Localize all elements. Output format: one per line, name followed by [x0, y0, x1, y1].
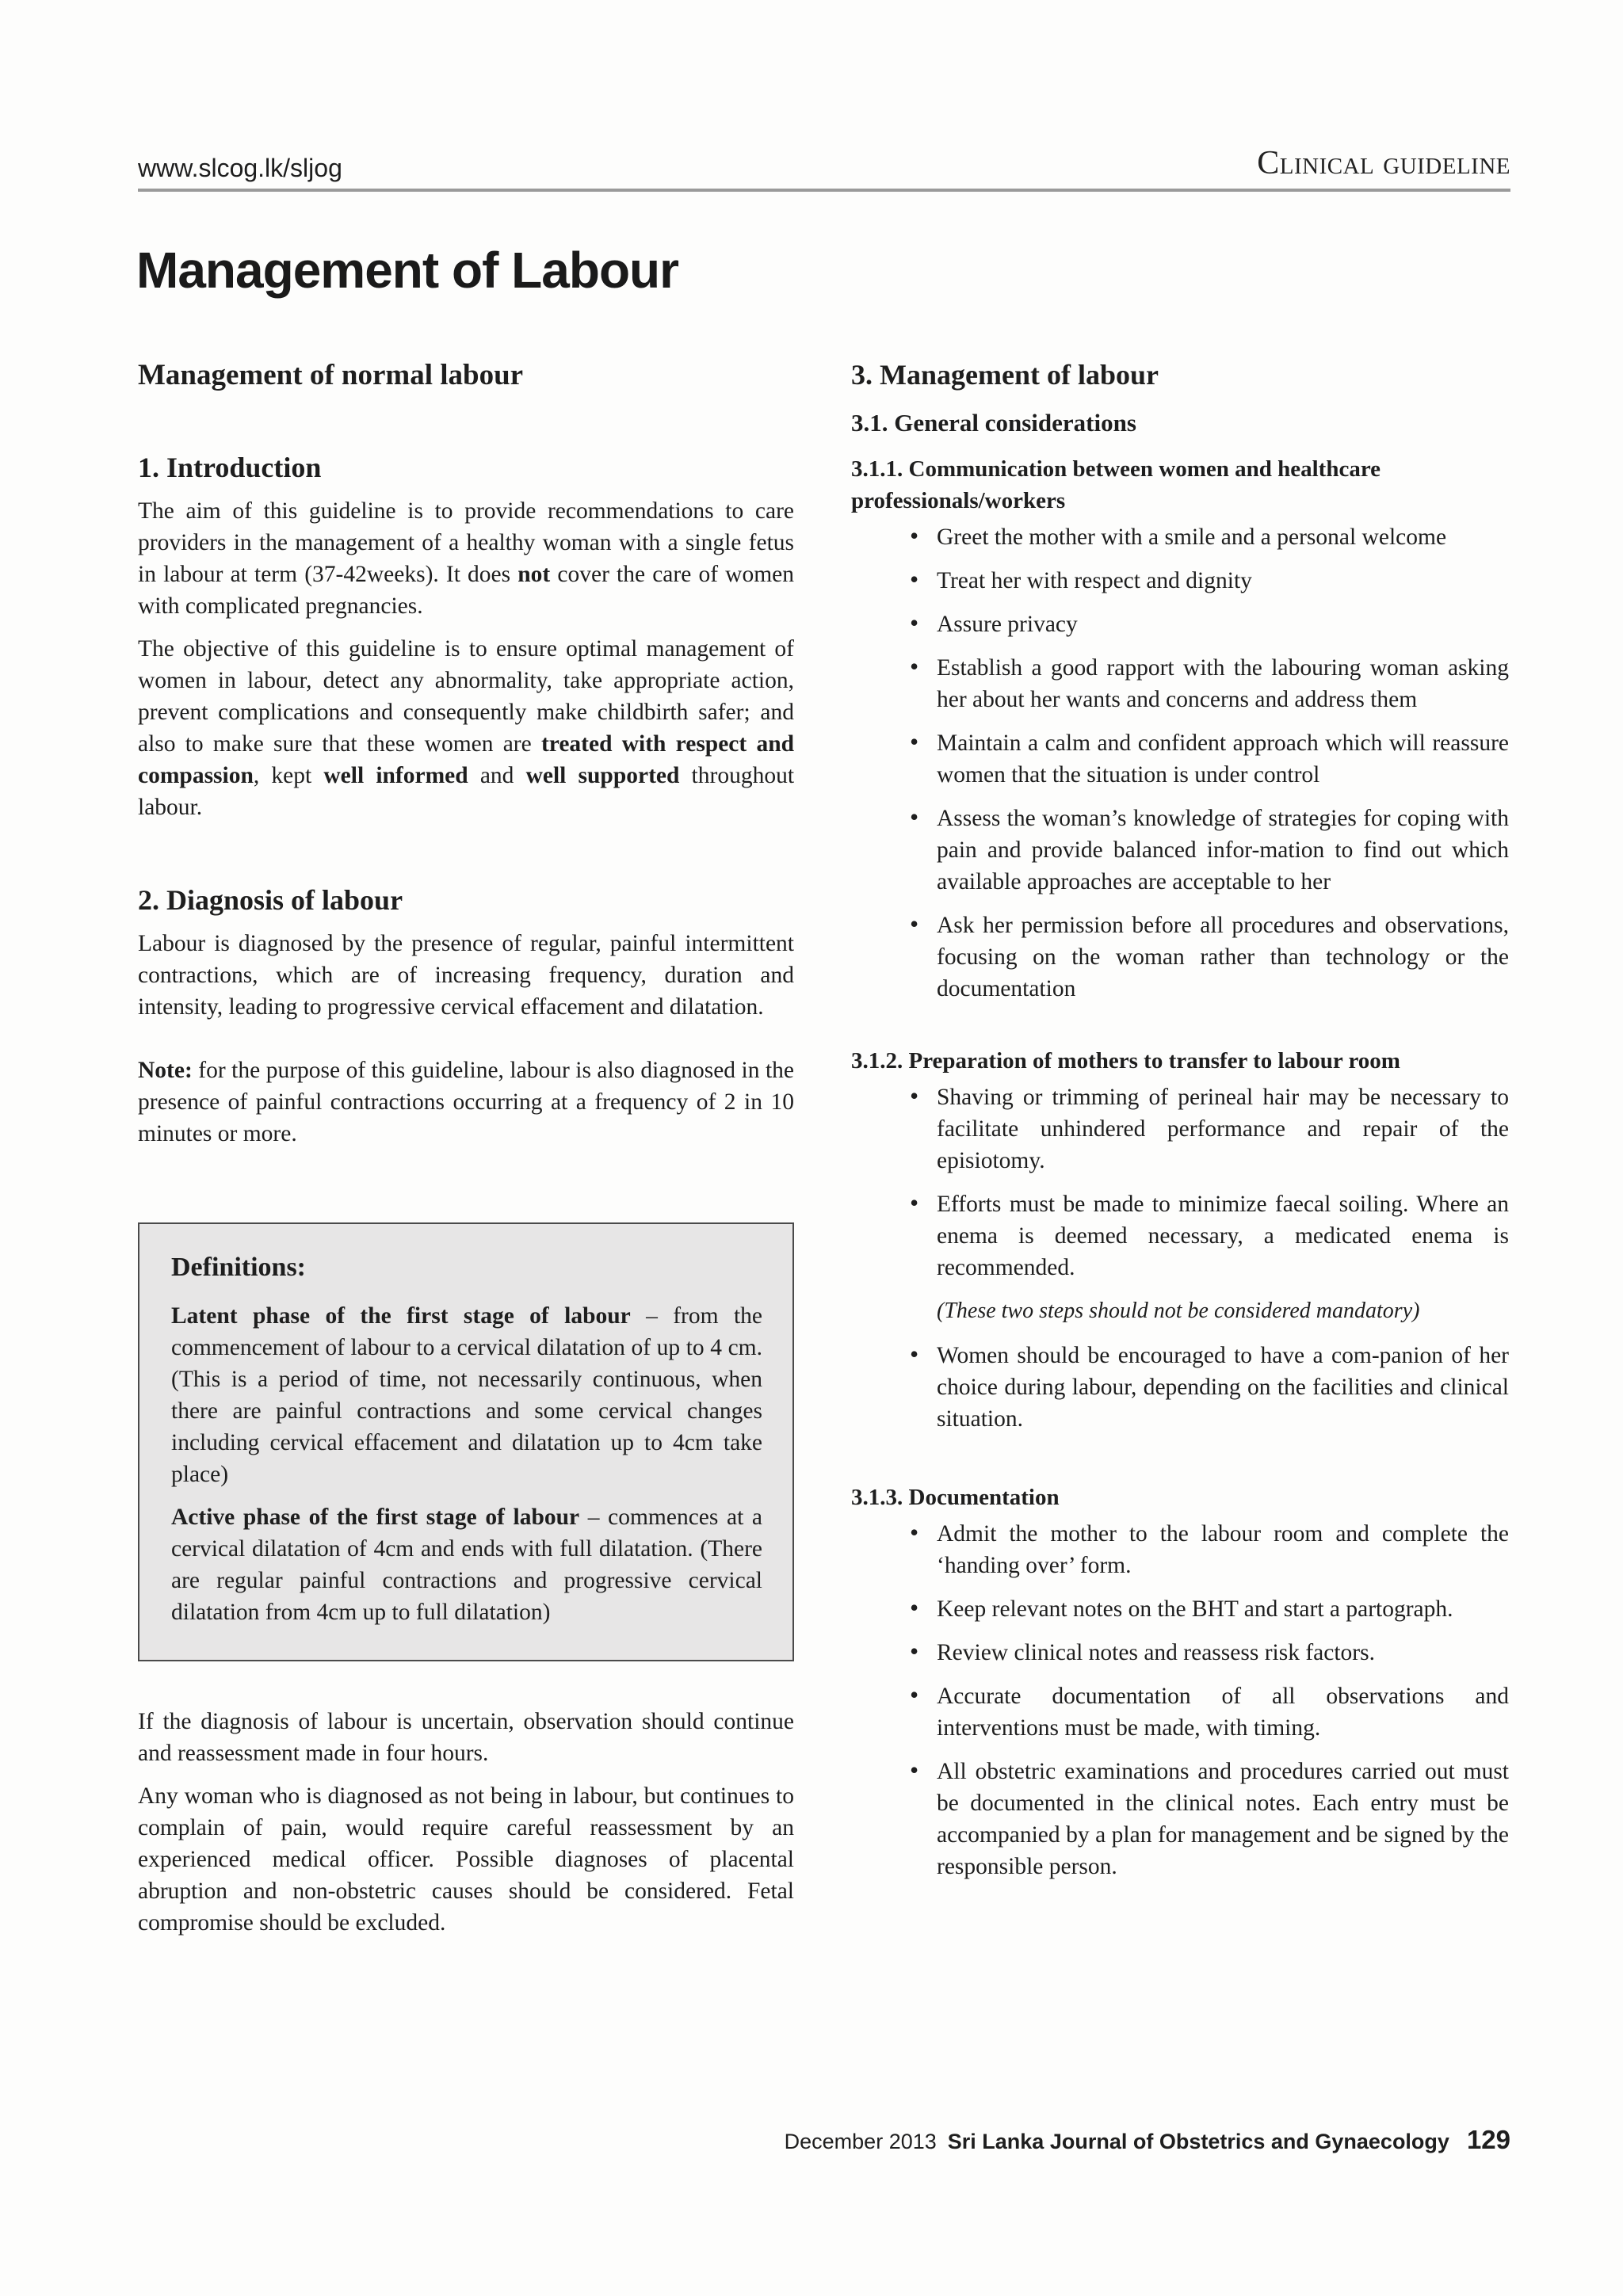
preparation-note: (These two steps should not be considered mandatory) [937, 1299, 1420, 1323]
list-item: • Admit the mother to the labour room and complete the ‘handing over’ form. [937, 1518, 1509, 1581]
list-item: • Ask her permission before all procedures and observations, focusing on the woman rather than technology or the documentation [937, 910, 1509, 1005]
latent-phase-definition: Latent phase of the first stage of labour – from the commencement of labour to a cervical dilatation of up to 4 cm. (This is a period of time, not necessarily continuous, when there are painful contractions and some cervical changes including cervical effacement and dilatation up to 4cm take place) [171, 1303, 762, 1487]
definitions-heading: Definitions: [171, 1253, 306, 1282]
diagnosis-heading: 2. Diagnosis of labour [138, 884, 403, 916]
section-title: Management of normal labour [138, 359, 524, 391]
list-item: • Review clinical notes and reassess risk factors. [937, 1637, 1509, 1669]
list-item: • Assess the woman’s knowledge of strategies for coping with pain and provide balanced infor-mation to find out which available approaches are acceptable to her [937, 803, 1509, 898]
page-footer [785, 2125, 1510, 2155]
page-number: 129 [1466, 2125, 1510, 2154]
preparation-list [851, 1081, 1509, 1283]
list-item: • Establish a good rapport with the labouring woman asking her about her wants and concerns and address them [937, 652, 1509, 715]
left-column [138, 358, 794, 1939]
intro-heading: 1. Introduction [138, 452, 322, 483]
documentation-list [851, 1518, 1509, 1882]
diagnosis-paragraph: Labour is diagnosed by the presence of regular, painful intermittent contractions, which are of increasing frequency, duration and intensity, leading to progressive cervical effacement and dilatation. [138, 931, 794, 1020]
communication-heading: 3.1.1. Communication between women and healthcare professionals/workers [851, 456, 1381, 513]
intro-paragraph-2: The objective of this guideline is to ensure optimal management of women in labour, detect any abnormality, take appropriate action, prevent complications and consequently make childbirth safer; and also to make sure that these women are treated with respect and compassion, kept well informed and well supported throughout labour. [138, 636, 795, 820]
list-item: • Greet the mother with a smile and a personal welcome [937, 521, 1509, 553]
management-heading: 3. Management of labour [851, 359, 1159, 391]
definitions-box [138, 1222, 794, 1661]
list-item: • Maintain a calm and confident approach which will reassure women that the situation is under control [937, 727, 1509, 791]
diagnosis-note: Note: for the purpose of this guideline, labour is also diagnosed in the presence of painful contractions occurring at a frequency of 2 in 10 minutes or more. [138, 1058, 795, 1146]
preparation-heading: 3.1.2. Preparation of mothers to transfer to labour room [851, 1048, 1400, 1074]
list-item: • Treat her with respect and dignity [937, 565, 1509, 597]
site-url: www.slcog.lk/sljog [138, 154, 342, 182]
general-considerations-heading: 3.1. General considerations [851, 409, 1136, 437]
page-title: Management of Labour [136, 242, 679, 299]
active-phase-definition: Active phase of the first stage of labour – commences at a cervical dilatation of 4cm and ends with full dilatation. (There are regular painful contractions and progressive cervical dilatation from 4cm up to full dilatation) [171, 1505, 762, 1625]
right-column [851, 358, 1509, 1894]
intro-paragraph-1: The aim of this guideline is to provide recommendations to care providers in the management of a healthy woman with a single fetus in labour at term (37-42weeks). It does not cover the care of women with complicated pregnancies. [138, 498, 794, 619]
list-item: • Women should be encouraged to have a com-panion of her choice during labour, depending on the facilities and clinical situation. [937, 1340, 1509, 1435]
issue-date: December 2013 [784, 2130, 937, 2153]
list-item: • Accurate documentation of all observations and interventions must be made, with timing. [937, 1680, 1509, 1744]
journal-name: Sri Lanka Journal of Obstetrics and Gynaecology [947, 2130, 1449, 2153]
preparation-list-continued [851, 1340, 1509, 1435]
uncertain-diagnosis-paragraph: If the diagnosis of labour is uncertain, observation should continue and reassessment made in four hours. [138, 1709, 794, 1766]
reassessment-paragraph: Any woman who is diagnosed as not being in labour, but continues to complain of pain, would require careful reassessment by an experienced medical officer. Possible diagnoses of placental abruption and non-obstetric causes should be considered. Fetal compromise should be excluded. [138, 1783, 794, 1936]
communication-list [851, 521, 1509, 1005]
page-header [138, 141, 1510, 192]
list-item: • Efforts must be made to minimize faecal soiling. Where an enema is deemed necessary, a medicated enema is recommended. [937, 1188, 1509, 1283]
list-item: • Keep relevant notes on the BHT and start a partograph. [937, 1593, 1509, 1625]
list-item: • All obstetric examinations and procedures carried out must be documented in the clinical notes. Each entry must be accompanied by a plan for management and be signed by the responsible person. [937, 1756, 1509, 1882]
list-item: • Shaving or trimming of perineal hair may be necessary to facilitate unhindered performance and repair of the episiotomy. [937, 1081, 1509, 1177]
list-item: • Assure privacy [937, 608, 1509, 640]
section-label: Clinical guideline [1257, 145, 1510, 181]
documentation-heading: 3.1.3. Documentation [851, 1485, 1060, 1510]
